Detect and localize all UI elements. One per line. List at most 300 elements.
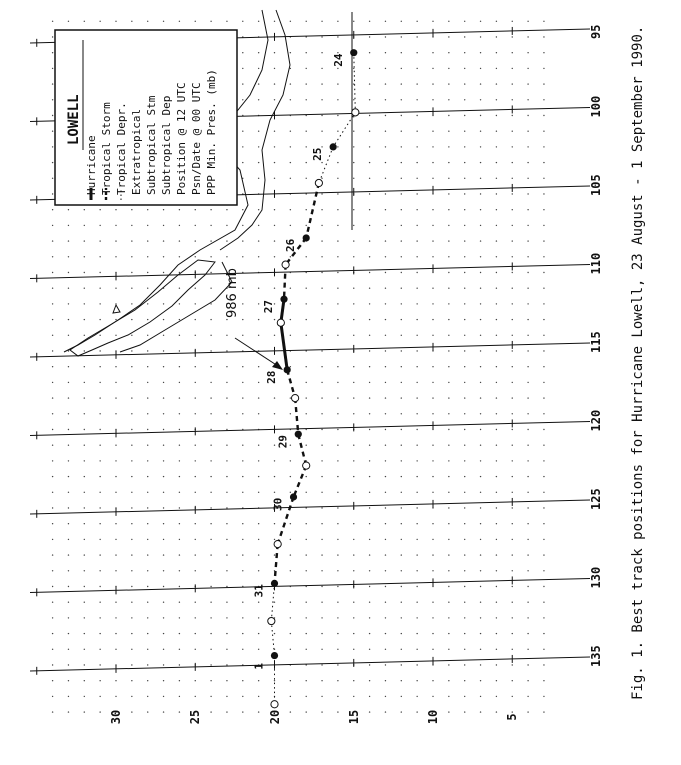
grid-dot	[480, 397, 481, 398]
grid-dot	[163, 319, 164, 320]
grid-dot	[210, 664, 211, 665]
grid-dot	[448, 445, 449, 446]
grid-dot	[416, 413, 417, 414]
grid-dot	[385, 445, 386, 446]
grid-dot	[337, 492, 338, 493]
grid-dot	[52, 476, 53, 477]
grid-dot	[52, 429, 53, 430]
grid-dot	[527, 350, 528, 351]
grid-dot	[543, 225, 544, 226]
grid-dot	[321, 131, 322, 132]
grid-dot	[163, 256, 164, 257]
grid-dot	[274, 413, 275, 414]
grid-dot	[226, 319, 227, 320]
grid-dot	[99, 649, 100, 650]
longitude-label: 120	[589, 409, 603, 432]
grid-dot	[131, 288, 132, 289]
grid-dot	[480, 680, 481, 681]
grid-dot	[432, 52, 433, 53]
grid-dot	[369, 68, 370, 69]
grid-dot	[512, 209, 513, 210]
grid-dot	[416, 366, 417, 367]
grid-dot	[448, 602, 449, 603]
grid-dot	[131, 633, 132, 634]
grid-dot	[496, 492, 497, 493]
grid-dot	[527, 68, 528, 69]
grid-dot	[52, 445, 53, 446]
grid-dot	[401, 335, 402, 336]
grid-dot	[512, 193, 513, 194]
grid-dot	[416, 476, 417, 477]
grid-dot	[480, 507, 481, 508]
grid-dot	[131, 21, 132, 22]
grid-dot	[464, 21, 465, 22]
grid-dot	[68, 272, 69, 273]
grid-dot	[147, 680, 148, 681]
grid-dot	[448, 99, 449, 100]
grid-dot	[163, 696, 164, 697]
grid-dot	[147, 696, 148, 697]
grid-dot	[290, 554, 291, 555]
grid-dot	[84, 335, 85, 336]
grid-dot	[496, 319, 497, 320]
grid-dot	[337, 115, 338, 116]
grid-dot	[464, 539, 465, 540]
grid-dot	[290, 335, 291, 336]
grid-dot	[448, 523, 449, 524]
grid-dot	[210, 602, 211, 603]
grid-dot	[416, 146, 417, 147]
grid-dot	[179, 664, 180, 665]
grid-dot	[385, 366, 386, 367]
grid-dot	[99, 633, 100, 634]
grid-dot	[448, 539, 449, 540]
grid-dot	[68, 382, 69, 383]
grid-dot	[480, 68, 481, 69]
grid-dot	[369, 570, 370, 571]
grid-dot	[163, 586, 164, 587]
grid-dot	[84, 413, 85, 414]
grid-dot	[385, 272, 386, 273]
grid-dot	[543, 523, 544, 524]
grid-dot	[258, 570, 259, 571]
track-date-label: 27	[262, 299, 276, 314]
grid-dot	[337, 52, 338, 53]
grid-dot	[195, 680, 196, 681]
grid-dot	[258, 397, 259, 398]
grid-dot	[52, 507, 53, 508]
grid-dot	[401, 162, 402, 163]
grid-dot	[512, 350, 513, 351]
grid-dot	[416, 507, 417, 508]
grid-dot	[369, 225, 370, 226]
grid-dot	[337, 586, 338, 587]
grid-dot	[52, 225, 53, 226]
grid-dot	[416, 649, 417, 650]
grid-dot	[99, 523, 100, 524]
grid-dot	[179, 288, 180, 289]
grid-dot	[416, 680, 417, 681]
grid-dot	[115, 21, 116, 22]
track-segment	[298, 434, 306, 465]
grid-dot	[464, 523, 465, 524]
grid-dot	[147, 225, 148, 226]
grid-dot	[401, 36, 402, 37]
grid-dot	[52, 115, 53, 116]
grid-dot	[210, 413, 211, 414]
grid-dot	[84, 350, 85, 351]
grid-dot	[353, 460, 354, 461]
grid-dot	[242, 413, 243, 414]
grid-dot	[84, 460, 85, 461]
grid-dot	[290, 617, 291, 618]
grid-dot	[99, 413, 100, 414]
grid-dot	[321, 633, 322, 634]
grid-dot	[543, 429, 544, 430]
grid-dot	[432, 554, 433, 555]
grid-dot	[274, 335, 275, 336]
grid-dot	[512, 99, 513, 100]
figure-caption: Fig. 1. Best track positions for Hurricane Lowell, 23 August - 1 September 1990.	[630, 25, 646, 700]
grid-dot	[290, 397, 291, 398]
grid-dot	[147, 21, 148, 22]
grid-dot	[401, 586, 402, 587]
grid-dot	[432, 492, 433, 493]
grid-dot	[385, 350, 386, 351]
grid-dot	[337, 680, 338, 681]
grid-dot	[321, 429, 322, 430]
grid-dot	[527, 397, 528, 398]
grid-dot	[401, 492, 402, 493]
grid-dot	[543, 397, 544, 398]
grid-dot	[385, 617, 386, 618]
grid-dot	[369, 350, 370, 351]
grid-dot	[99, 586, 100, 587]
grid-dot	[448, 460, 449, 461]
grid-dot	[432, 445, 433, 446]
grid-dot	[131, 492, 132, 493]
grid-dot	[195, 413, 196, 414]
grid-dot	[210, 460, 211, 461]
grid-dot	[84, 602, 85, 603]
grid-dot	[543, 554, 544, 555]
grid-dot	[258, 52, 259, 53]
grid-dot	[52, 303, 53, 304]
grid-dot	[147, 303, 148, 304]
grid-dot	[369, 319, 370, 320]
grid-dot	[496, 288, 497, 289]
grid-dot	[512, 131, 513, 132]
grid-dot	[464, 83, 465, 84]
longitude-label: 125	[589, 488, 603, 510]
grid-dot	[432, 131, 433, 132]
grid-dot	[496, 586, 497, 587]
arrow-head	[272, 361, 283, 370]
grid-dot	[432, 303, 433, 304]
grid-dot	[337, 162, 338, 163]
grid-dot	[512, 335, 513, 336]
grid-dot	[321, 445, 322, 446]
grid-dot	[226, 413, 227, 414]
grid-dot	[115, 539, 116, 540]
grid-dot	[258, 83, 259, 84]
grid-dot	[401, 83, 402, 84]
grid-dot	[337, 711, 338, 712]
grid-dot	[353, 554, 354, 555]
grid-dot	[242, 539, 243, 540]
grid-dot	[337, 366, 338, 367]
grid-dot	[147, 460, 148, 461]
grid-dot	[242, 492, 243, 493]
grid-dot	[258, 68, 259, 69]
grid-dot	[195, 397, 196, 398]
grid-dot	[147, 272, 148, 273]
grid-dot	[416, 178, 417, 179]
grid-dot	[115, 696, 116, 697]
grid-dot	[385, 288, 386, 289]
longitude-line	[30, 265, 590, 279]
grid-dot	[512, 460, 513, 461]
grid-dot	[52, 711, 53, 712]
grid-dot	[353, 649, 354, 650]
track-date-label: 28	[265, 370, 279, 384]
grid-dot	[52, 21, 53, 22]
grid-dot	[448, 429, 449, 430]
grid-dot	[226, 397, 227, 398]
grid-dot	[242, 319, 243, 320]
track-point-12z	[292, 395, 299, 402]
grid-dot	[448, 256, 449, 257]
grid-dot	[512, 319, 513, 320]
grid-dot	[68, 570, 69, 571]
grid-dot	[480, 476, 481, 477]
grid-dot	[242, 68, 243, 69]
grid-dot	[369, 476, 370, 477]
grid-dot	[448, 554, 449, 555]
grid-dot	[258, 633, 259, 634]
grid-dot	[179, 382, 180, 383]
grid-dot	[179, 240, 180, 241]
grid-dot	[464, 256, 465, 257]
grid-dot	[527, 492, 528, 493]
grid-dot	[353, 523, 354, 524]
grid-dot	[242, 649, 243, 650]
grid-dot	[543, 476, 544, 477]
grid-dot	[401, 21, 402, 22]
grid-dot	[448, 649, 449, 650]
track-point-00z	[280, 296, 287, 303]
grid-dot	[258, 617, 259, 618]
grid-dot	[68, 429, 69, 430]
grid-dot	[464, 602, 465, 603]
grid-dot	[543, 602, 544, 603]
grid-dot	[512, 225, 513, 226]
grid-dot	[68, 507, 69, 508]
grid-dot	[464, 649, 465, 650]
grid-dot	[337, 303, 338, 304]
grid-dot	[512, 366, 513, 367]
grid-dot	[543, 680, 544, 681]
grid-dot	[464, 36, 465, 37]
grid-dot	[84, 649, 85, 650]
grid-dot	[337, 602, 338, 603]
grid-dot	[274, 146, 275, 147]
grid-dot	[543, 539, 544, 540]
grid-dot	[195, 523, 196, 524]
grid-dot	[226, 602, 227, 603]
grid-dot	[385, 162, 386, 163]
grid-dot	[147, 350, 148, 351]
grid-dot	[274, 83, 275, 84]
grid-dot	[290, 83, 291, 84]
grid-dot	[52, 319, 53, 320]
latitude-label: 30	[109, 709, 123, 725]
track-date-label: 24	[331, 53, 345, 67]
grid-dot	[52, 649, 53, 650]
grid-dot	[448, 178, 449, 179]
grid-dot	[543, 68, 544, 69]
grid-dot	[464, 633, 465, 634]
grid-dot	[369, 397, 370, 398]
legend-title: LOWELL	[66, 94, 82, 145]
grid-dot	[543, 696, 544, 697]
grid-dot	[527, 539, 528, 540]
grid-dot	[84, 319, 85, 320]
grid-dot	[321, 460, 322, 461]
grid-dot	[115, 633, 116, 634]
grid-dot	[195, 602, 196, 603]
grid-dot	[432, 178, 433, 179]
grid-dot	[131, 570, 132, 571]
grid-dot	[496, 21, 497, 22]
grid-dot	[179, 492, 180, 493]
grid-dot	[448, 633, 449, 634]
grid-dot	[210, 711, 211, 712]
grid-dot	[131, 664, 132, 665]
grid-dot	[131, 303, 132, 304]
track-point-00z	[284, 366, 291, 373]
grid-dot	[385, 68, 386, 69]
grid-dot	[369, 115, 370, 116]
grid-dot	[306, 445, 307, 446]
grid-dot	[258, 335, 259, 336]
grid-dot	[512, 680, 513, 681]
grid-dot	[464, 319, 465, 320]
grid-dot	[226, 523, 227, 524]
grid-dot	[321, 617, 322, 618]
grid-dot	[432, 397, 433, 398]
grid-dot	[416, 36, 417, 37]
grid-dot	[337, 382, 338, 383]
track-point-12z	[282, 261, 289, 268]
grid-dot	[480, 696, 481, 697]
grid-dot	[195, 366, 196, 367]
grid-dot	[385, 52, 386, 53]
grid-dot	[242, 523, 243, 524]
grid-dot	[496, 460, 497, 461]
grid-dot	[99, 492, 100, 493]
grid-dot	[68, 602, 69, 603]
grid-dot	[226, 225, 227, 226]
grid-dot	[369, 162, 370, 163]
grid-dot	[337, 633, 338, 634]
grid-dot	[527, 507, 528, 508]
grid-dot	[115, 319, 116, 320]
grid-dot	[496, 617, 497, 618]
grid-dot	[68, 523, 69, 524]
grid-dot	[385, 413, 386, 414]
grid-dot	[321, 21, 322, 22]
grid-dot	[385, 115, 386, 116]
legend-entry-label: Subtropical Stm	[145, 95, 158, 195]
track-segment	[294, 466, 307, 497]
grid-dot	[274, 602, 275, 603]
grid-dot	[480, 382, 481, 383]
grid-dot	[52, 570, 53, 571]
grid-dot	[448, 413, 449, 414]
grid-dot	[274, 523, 275, 524]
grid-dot	[52, 696, 53, 697]
grid-dot	[337, 131, 338, 132]
grid-dot	[496, 382, 497, 383]
grid-dot	[496, 366, 497, 367]
grid-dot	[464, 397, 465, 398]
grid-dot	[527, 382, 528, 383]
grid-dot	[163, 21, 164, 22]
grid-dot	[210, 366, 211, 367]
grid-dot	[52, 539, 53, 540]
grid-dot	[242, 288, 243, 289]
grid-dot	[52, 240, 53, 241]
grid-dot	[401, 225, 402, 226]
grid-dot	[353, 162, 354, 163]
grid-dot	[496, 115, 497, 116]
longitude-line	[30, 657, 590, 671]
grid-dot	[68, 413, 69, 414]
grid-dot	[195, 649, 196, 650]
grid-dot	[432, 460, 433, 461]
grid-dot	[99, 209, 100, 210]
grid-dot	[306, 99, 307, 100]
grid-dot	[464, 350, 465, 351]
grid-dot	[131, 225, 132, 226]
grid-dot	[290, 602, 291, 603]
grid-dot	[274, 539, 275, 540]
grid-dot	[226, 21, 227, 22]
grid-dot	[480, 146, 481, 147]
grid-dot	[512, 83, 513, 84]
grid-dot	[527, 413, 528, 414]
grid-dot	[258, 240, 259, 241]
grid-dot	[401, 696, 402, 697]
grid-dot	[416, 303, 417, 304]
grid-dot	[226, 256, 227, 257]
grid-dot	[52, 382, 53, 383]
grid-dot	[369, 288, 370, 289]
grid-dot	[369, 460, 370, 461]
grid-dot	[321, 272, 322, 273]
grid-dot	[401, 413, 402, 414]
longitude-label: 110	[589, 252, 603, 275]
grid-dot	[353, 99, 354, 100]
grid-dot	[226, 554, 227, 555]
grid-dot	[527, 162, 528, 163]
pressure-annotation-text: 986 mb	[225, 268, 240, 318]
grid-dot	[480, 602, 481, 603]
grid-dot	[432, 649, 433, 650]
grid-dot	[290, 696, 291, 697]
grid-dot	[210, 696, 211, 697]
